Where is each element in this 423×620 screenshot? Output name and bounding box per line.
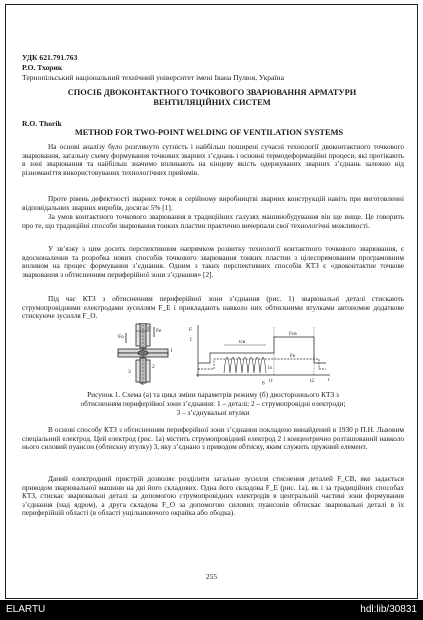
paragraph-3: За умов контактного точкового зварювання в традиційних галузях машинобудування він ще вище. Це говорить про те, що традиційні способи зварювання тонких пластин практично вичерпали свої технологічні можливості. [22,212,404,230]
footer-left: ELARTU [6,604,46,615]
author-en: R.O. Thorik [22,119,62,128]
document-page [5,4,418,599]
author-ua: Р.О. Тхорик [22,63,63,72]
paragraph-5: Під час КТЗ з обтисненням периферійної зони з’єднання (рис. 1) зварювальні деталі стискають струмопровідними електродами зусиллям F_E і прикладають навколо них обтискними втулками автономне додаткове стискуюче зусилля F_O. [22,294,404,321]
label-fsv: Fсв [289,331,297,337]
paragraph-1: На основі аналізу було розглянуто сутність і найбільш поширені сучасні технології двоконтактного точкового зварювання, загальну схему формування точкових зварних з’єднань і основні термодеформаційні процеси, які протікають в зоні зварювання та найбільш значимо впливають на кінцеву якість одержуваних зварних з’єднань залежно від різноманіття використовуваних технологічних прийомів. [22,142,404,177]
label-fo: Fo [118,334,124,340]
caption-line2: обтисненням периферійної зони з’єднання: 1 – деталі; 2 – струмопровідні електроди; [80,399,346,408]
label-t-axis: t [328,377,330,383]
paragraph-4: У зв’язку з цим досить перспективним напрямком розвитку технології контактного точкового зварювання, є вдосконалення та розробка нових способів точкового зварювання тонких пластин з цілеспрямованим програмовним впливом на процес формування з’єднання. Одним з таких перспективних способів КТЗ є «двоконтактне точкове зварювання з обтисненням периферійної зони з’єднання» [2]. [22,244,404,279]
caption-line1: Рисунок 1. Схема (а) та цикл зміни параметрів режиму (б) двостороннього КТЗ з [87,390,339,399]
title-en: METHOD FOR TWO-POINT WELDING OF VENTILATION SYSTEMS [74,128,344,137]
label-t1: t1 [269,378,274,384]
label-tsv: tсв [239,339,246,345]
caption-line3: 3 – з’єднувальні втулки [176,408,250,417]
footer-right: hdl:lib/30831 [360,604,417,615]
force-curve-fe [198,359,326,369]
page-number: 255 [205,572,218,581]
figure-1 [114,323,338,385]
label-b: б [262,380,265,385]
paragraph-6: В основі способу КТЗ з обтисненням периферійної зони з’єднання покладено винайдений в 1930 р П.Н. Львовим спеціальний електрод. Цей електрод (рис. 1а) містить струмопровідний електрод 2 і концентрично розташований навколо нього силовий пуансон (обтискну втулку) 3, яку з’єднано з приводом обтиску, яким служить пружний елемент. [22,425,404,452]
label-f-axis: F [189,327,192,333]
title-ua-line1: СПОСІБ ДВОКОНТАКТНОГО ТОЧКОВОГО ЗВАРЮВАННЯ АРМАТУРИ [67,88,357,97]
label-fk: Fк [290,353,296,359]
label-a: а [141,380,144,385]
label-2: 2 [152,364,155,370]
cycle-diagram-b [196,325,330,377]
paragraph-2: Проте рівень дефектності зварних точок в серійному виробництві зварних конструкцій навіть при виготовленні відповідальних зварних виробів, досягає 5% [1]. [22,194,404,212]
label-3: 3 [128,369,131,375]
label-t2: t2 [310,378,315,384]
title-ua-line2: ВЕНТИЛЯЦІЙНИХ СИСТЕМ [153,98,271,107]
current-pulse [224,357,266,373]
udc-code: УДК 621.791.763 [22,53,78,62]
footer-bar [0,600,423,620]
label-d: D [147,326,151,332]
affiliation: Тернопільський національний технічний університет імені Івана Пулюя, Україна [22,73,284,82]
paragraph-7: Даний електродний пристрій дозволяє розділити загальне зусилля стиснення деталей F_СВ, яке задається приводом зварювальної машини на дві його складових. Одна його складова F_E (рис. 1а), як і за традиційних способах КТЗ, стискає зварювальні деталі за допомогою струмопровідних електродів в центральній частині зони формування з’єднання (над ядром), а друга складова F_O за допомогою силових пуансонів обтискає зварювальні деталі в їх периферійній області (в області ущільнюючого окрайка або ободка). [22,474,404,518]
label-1: 1 [170,348,173,354]
label-fe: Fe [156,328,162,334]
label-i-axis: I [190,337,192,343]
label-iz: Iз [268,365,272,371]
